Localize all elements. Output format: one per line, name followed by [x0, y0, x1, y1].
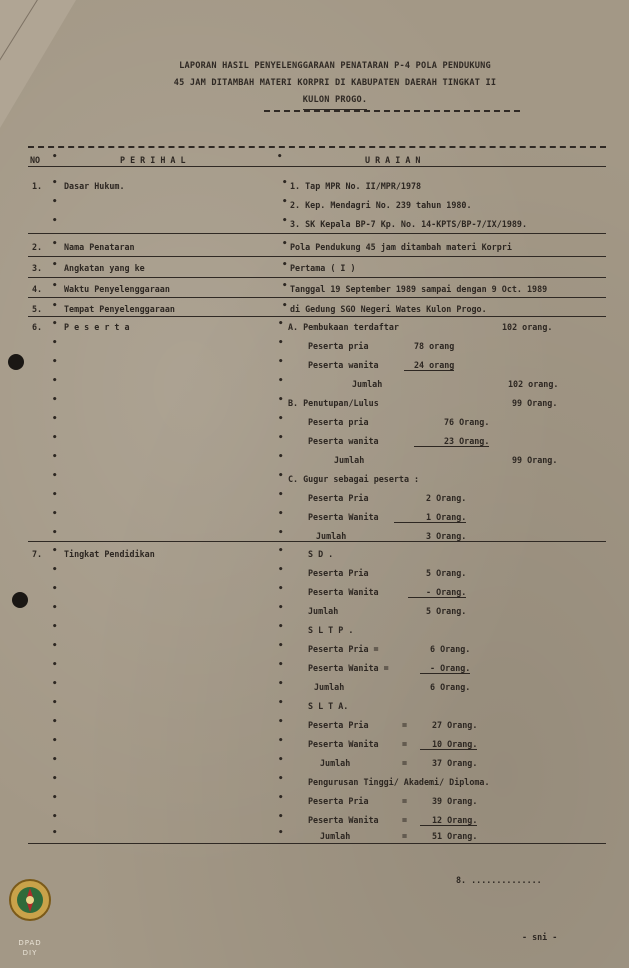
row-4-label: Waktu Penyelenggaraan	[64, 284, 170, 294]
row-6-c-pria-value: 2 Orang.	[426, 493, 467, 503]
bullet: •	[278, 584, 284, 594]
bullet: •	[52, 828, 58, 838]
row-6-a-jumlah: Jumlah	[352, 379, 383, 389]
bullet: •	[278, 717, 284, 727]
archive-logo-icon	[8, 878, 52, 922]
bullet: •	[282, 301, 288, 311]
row-1-label: Dasar Hukum.	[64, 181, 125, 191]
title-line-2: 45 JAM DITAMBAH MATERI KORPRI DI KABUPATEN DAERAH TINGKAT II	[173, 78, 497, 88]
bullet: •	[52, 698, 58, 708]
row-1-item-3: 3. SK Kepala BP-7 Kp. No. 14-KPTS/BP-7/IX/1989.	[290, 219, 527, 229]
row-3-no: 3.	[32, 263, 43, 273]
bullet: •	[52, 216, 58, 226]
row-7-pt-jumlah: Jumlah	[320, 831, 351, 841]
bullet: •	[52, 812, 58, 822]
bullet: •	[278, 698, 284, 708]
bullet: •	[52, 452, 58, 462]
bullet: •	[278, 603, 284, 613]
page-continuation: - sni -	[522, 932, 558, 942]
bullet: •	[278, 357, 284, 367]
row-5-no: 5.	[32, 304, 43, 314]
bullet: •	[52, 338, 58, 348]
bullet: •	[278, 736, 284, 746]
bullet: •	[278, 319, 284, 329]
bullet: •	[52, 260, 58, 270]
bullet: •	[52, 414, 58, 424]
bullet: •	[52, 197, 58, 207]
bullet: •	[52, 679, 58, 689]
bullet: •	[278, 812, 284, 822]
report-title	[120, 58, 550, 110]
bullet: •	[52, 622, 58, 632]
row-7-slta: S L T A.	[308, 701, 349, 711]
bullet: •	[278, 641, 284, 651]
row-7-sltp-pria: Peserta Pria =	[308, 644, 379, 654]
header-rule-bottom	[28, 166, 606, 167]
bullet: •	[52, 755, 58, 765]
row-7-sltp: S L T P .	[308, 625, 354, 635]
row-1-item-1: 1. Tap MPR No. II/MPR/1978	[290, 181, 422, 191]
bullet: •	[278, 660, 284, 670]
row-6-c-pria: Peserta Pria	[308, 493, 369, 503]
row-7-sd-pria: Peserta Pria	[308, 568, 369, 578]
row-6-b-pria: Peserta pria	[308, 417, 369, 427]
bullet: •	[282, 281, 288, 291]
title-line-1: LAPORAN HASIL PENYELENGGARAAN PENATARAN P-4 POLA PENDUKUNG	[179, 61, 491, 71]
row-7-sltp-wanita: Peserta Wanita =	[308, 663, 389, 673]
bullet: •	[52, 528, 58, 538]
bullet: •	[282, 178, 288, 188]
bullet: •	[52, 490, 58, 500]
row-3-value: Pertama ( I )	[290, 263, 356, 273]
folded-corner	[0, 0, 76, 128]
row-6-a-jumlah-value: 102 orang.	[508, 379, 559, 389]
row-7-pt-pria-value: 39 Orang.	[432, 796, 478, 806]
row-4-no: 4.	[32, 284, 43, 294]
bullet: •	[52, 584, 58, 594]
row-4-rule	[28, 297, 606, 298]
title-line-3: KULON PROGO.	[303, 92, 368, 110]
row-6-a-wanita: Peserta wanita	[308, 360, 379, 370]
bullet: •	[52, 565, 58, 575]
row-6-c-jumlah: Jumlah	[316, 531, 347, 541]
row-6-c-wanita: Peserta Wanita	[308, 512, 379, 522]
bullet: •	[278, 414, 284, 424]
bullet: •	[278, 528, 284, 538]
archive-logo-text	[9, 938, 51, 958]
col-no-header: NO	[30, 155, 41, 165]
bullet: •	[52, 471, 58, 481]
bullet: •	[52, 717, 58, 727]
next-section-marker: 8. ..............	[456, 875, 542, 885]
bullet: •	[278, 338, 284, 348]
header-rule-top	[28, 146, 606, 148]
row-6-b-jumlah-value: 99 Orang.	[512, 455, 558, 465]
row-2-no: 2.	[32, 242, 43, 252]
col-perihal-header: P E R I H A L	[120, 155, 186, 165]
row-7-slta-jumlah-value: 37 Orang.	[432, 758, 478, 768]
title-underline	[264, 110, 520, 112]
row-5-label: Tempat Penyelenggaraan	[64, 304, 175, 314]
row-7-no: 7.	[32, 549, 43, 559]
row-7-pt-jumlah-eq: =	[402, 831, 408, 841]
row-6-rule	[28, 541, 606, 542]
bullet: •	[52, 660, 58, 670]
row-3-label: Angkatan yang ke	[64, 263, 145, 273]
bullet: •	[282, 197, 288, 207]
row-7-pt-wanita-value: 12 Orang.	[420, 815, 477, 826]
logo-text-line-1: DPAD	[18, 939, 42, 947]
bullet: •	[52, 281, 58, 291]
row-6-a-label: A. Pembukaan terdaftar	[288, 322, 399, 332]
row-7-sltp-pria-value: 6 Orang.	[430, 644, 471, 654]
bullet: •	[278, 395, 284, 405]
row-2-rule	[28, 256, 606, 257]
row-7-pt-jumlah-value: 51 Orang.	[432, 831, 478, 841]
row-7-pt-wanita-eq: =	[402, 815, 408, 825]
bullet: •	[52, 301, 58, 311]
row-6-b-wanita: Peserta wanita	[308, 436, 379, 446]
row-7-slta-pria-value: 27 Orang.	[432, 720, 478, 730]
row-6-b-jumlah: Jumlah	[334, 455, 365, 465]
bullet: •	[282, 216, 288, 226]
row-7-slta-jumlah: Jumlah	[320, 758, 351, 768]
row-6-c-jumlah-value: 3 Orang.	[426, 531, 467, 541]
bullet: •	[52, 546, 58, 556]
row-6-c-wanita-value: 1 Orang.	[394, 512, 466, 523]
row-7-sd: S D .	[308, 549, 334, 559]
row-7-sd-jumlah-value: 5 Orang.	[426, 606, 467, 616]
punch-hole-lower	[12, 592, 28, 608]
row-7-slta-wanita: Peserta Wanita	[308, 739, 379, 749]
row-3-rule	[28, 277, 606, 278]
row-7-sd-wanita-value: - Orang.	[408, 587, 466, 598]
row-5-value: di Gedung SGO Negeri Wates Kulon Progo.	[290, 304, 487, 314]
row-6-b-wanita-value: 23 Orang.	[414, 436, 489, 447]
row-7-sd-pria-value: 5 Orang.	[426, 568, 467, 578]
row-6-no: 6.	[32, 322, 43, 332]
bullet: •	[278, 471, 284, 481]
row-6-label: P e s e r t a	[64, 322, 130, 332]
bullet: •	[278, 565, 284, 575]
bullet: •	[278, 793, 284, 803]
bullet: •	[52, 152, 58, 162]
bullet: •	[278, 679, 284, 689]
bullet: •	[278, 755, 284, 765]
bullet: •	[278, 376, 284, 386]
punch-hole-upper	[8, 354, 24, 370]
row-7-pt-pria-eq: =	[402, 796, 408, 806]
row-7-sltp-wanita-value: - Orang.	[420, 663, 470, 674]
bullet: •	[278, 433, 284, 443]
bullet: •	[52, 433, 58, 443]
row-7-slta-wanita-eq: =	[402, 739, 408, 749]
row-6-a-pria: Peserta pria	[308, 341, 369, 351]
row-7-pt: Pengurusan Tinggi/ Akademi/ Diploma.	[308, 777, 490, 787]
row-6-b-total: 99 Orang.	[512, 398, 558, 408]
bullet: •	[52, 178, 58, 188]
bullet: •	[282, 239, 288, 249]
bullet: •	[52, 357, 58, 367]
bullet: •	[282, 260, 288, 270]
row-7-slta-pria: Peserta Pria	[308, 720, 369, 730]
bullet: •	[278, 546, 284, 556]
row-6-a-wanita-value: 24 orang	[404, 360, 454, 371]
row-4-value: Tanggal 19 September 1989 sampai dengan 9 Oct. 1989	[290, 284, 548, 294]
logo-text-line-2: DIY	[22, 949, 38, 957]
row-1-item-2: 2. Kep. Mendagri No. 239 tahun 1980.	[290, 200, 472, 210]
row-7-pt-wanita: Peserta Wanita	[308, 815, 379, 825]
bullet: •	[52, 319, 58, 329]
row-7-sltp-jumlah: Jumlah	[314, 682, 345, 692]
bullet: •	[278, 774, 284, 784]
row-1-no: 1.	[32, 181, 43, 191]
bullet: •	[278, 828, 284, 838]
bullet: •	[278, 490, 284, 500]
row-7-sd-jumlah: Jumlah	[308, 606, 339, 616]
row-7-slta-pria-eq: =	[402, 720, 408, 730]
bullet: •	[52, 641, 58, 651]
row-1-rule	[28, 233, 606, 234]
row-7-sd-wanita: Peserta Wanita	[308, 587, 379, 597]
bullet: •	[52, 239, 58, 249]
row-5-rule	[28, 316, 606, 317]
row-7-pt-pria: Peserta Pria	[308, 796, 369, 806]
bullet: •	[278, 452, 284, 462]
row-6-b-label: B. Penutupan/Lulus	[288, 398, 379, 408]
row-6-a-total: 102 orang.	[502, 322, 553, 332]
bullet: •	[277, 152, 283, 162]
bullet: •	[52, 793, 58, 803]
row-2-value: Pola Pendukung 45 jam ditambah materi Korpri	[290, 242, 512, 252]
row-7-rule	[28, 843, 606, 844]
bullet: •	[278, 509, 284, 519]
row-7-slta-jumlah-eq: =	[402, 758, 408, 768]
bullet: •	[278, 622, 284, 632]
col-uraian-header: U R A I A N	[365, 155, 421, 165]
row-7-label: Tingkat Pendidikan	[64, 549, 155, 559]
row-7-slta-wanita-value: 10 Orang.	[420, 739, 477, 750]
row-6-a-pria-value: 78 orang	[414, 341, 455, 351]
bullet: •	[52, 736, 58, 746]
row-7-sltp-jumlah-value: 6 Orang.	[430, 682, 471, 692]
row-6-b-pria-value: 76 Orang.	[444, 417, 490, 427]
bullet: •	[52, 774, 58, 784]
row-6-c-label: C. Gugur sebagai peserta :	[288, 474, 420, 484]
bullet: •	[52, 509, 58, 519]
bullet: •	[52, 603, 58, 613]
bullet: •	[52, 395, 58, 405]
bullet: •	[52, 376, 58, 386]
row-2-label: Nama Penataran	[64, 242, 135, 252]
